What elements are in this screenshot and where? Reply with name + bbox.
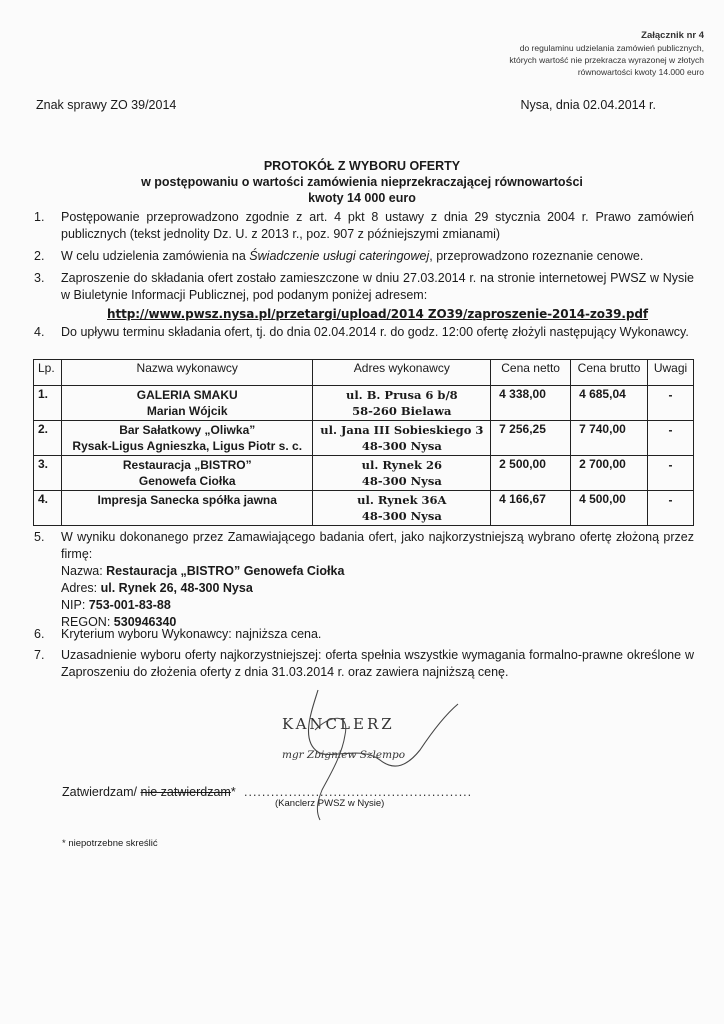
approval-line [62, 785, 236, 799]
winner-regon: 530946340 [113, 615, 177, 629]
signature-line: ................................................... [244, 785, 473, 799]
address-line: ul. Rynek 36A [357, 493, 447, 507]
item-text: Kryterium wyboru Wykonawcy: najniższa cena. [61, 627, 322, 641]
cell-name [61, 386, 312, 421]
cell-notes: - [647, 386, 693, 421]
service-name: Świadczenie usługi cateringowej [249, 249, 430, 263]
item-text: Do upływu terminu składania ofert, tj. do dnia 02.04.2014 r. do godz. 12:00 ofertę złożyli następujący Wykonawcy. [61, 325, 689, 339]
cell-gross: 2 700,00 [571, 456, 648, 491]
footnote: * niepotrzebne skreślić [62, 838, 158, 849]
case-reference: Znak sprawy ZO 39/2014 [36, 98, 177, 112]
item-number: 4. [34, 325, 45, 339]
winner-nip-label: NIP: [61, 598, 89, 612]
place-date: Nysa, dnia 02.04.2014 r. [520, 98, 656, 112]
address-line: 48-300 Nysa [361, 509, 442, 523]
cell-lp: 2. [34, 421, 62, 456]
list-item [34, 248, 694, 265]
item-text-part: , przeprowadzono rozeznanie cenowe. [429, 249, 644, 263]
cell-gross: 4 685,04 [571, 386, 648, 421]
winner-name: Restauracja „BISTRO” Genowefa Ciołka [106, 564, 345, 578]
invitation-link[interactable]: http://www.pwsz.nysa.pl/przetargi/upload/2014 ZO39/zaproszenie-2014-zo39.pdf [107, 307, 648, 321]
list-item [34, 626, 694, 643]
struck-option: nie zatwierdzam [140, 785, 231, 799]
attachment-line: równowartości kwoty 14.000 euro [577, 67, 704, 77]
table-row [34, 421, 694, 456]
cell-name [61, 421, 312, 456]
cell-name [61, 456, 312, 491]
winner-name-row [61, 563, 694, 580]
cell-gross: 4 500,00 [571, 491, 648, 526]
table-row [34, 491, 694, 526]
winner-details [61, 563, 694, 631]
cell-address [313, 386, 491, 421]
address-line: 48-300 Nysa [361, 439, 442, 453]
item-number: 3. [34, 271, 45, 285]
address-line: ul. B. Prusa 6 b/8 [345, 388, 458, 402]
header-address: Adres wykonawcy [313, 360, 491, 386]
stamp-title: KANCLERZ [282, 715, 395, 733]
winner-name-label: Nazwa: [61, 564, 107, 578]
title-line: PROTOKÓŁ Z WYBORU OFERTY [263, 159, 461, 173]
winner-address: ul. Rynek 26, 48-300 Nysa [100, 581, 253, 595]
winner-address-label: Adres: [61, 581, 101, 595]
winner-address-row [61, 580, 694, 597]
list-item [34, 529, 694, 631]
header-lp: Lp. [34, 360, 62, 386]
item-text-part: W celu udzielenia zamówienia na [61, 249, 250, 263]
name-line: Genowefa Ciołka [138, 474, 236, 488]
stamp-name: mgr Zbigniew Szlempo [282, 749, 406, 761]
cell-notes: - [647, 456, 693, 491]
item-text: Postępowanie przeprowadzono zgodnie z art. 4 pkt 8 ustawy z dnia 29 stycznia 2004 r. Prawo zamówień publicznych (tekst jednolity Dz. U. z 2013 r., poz. 907 z późniejszymi zmianami) [61, 210, 694, 241]
offers-table [33, 359, 694, 526]
list-item [34, 209, 694, 243]
item-number: 6. [34, 627, 45, 641]
item-number: 2. [34, 249, 45, 263]
cell-lp: 4. [34, 491, 62, 526]
item-number: 7. [34, 648, 45, 662]
item-text [61, 248, 694, 265]
name-line: GALERIA SMAKU [136, 388, 238, 402]
name-line: Rysak-Ligus Agnieszka, Ligus Piotr s. c. [72, 439, 303, 453]
cell-address [313, 421, 491, 456]
signature-caption: (Kanclerz PWSZ w Nysie) [275, 798, 385, 809]
cell-name [61, 491, 312, 526]
item-number: 5. [34, 530, 45, 544]
header-notes: Uwagi [647, 360, 693, 386]
list-item [34, 270, 694, 323]
cell-address [313, 456, 491, 491]
cell-address [313, 491, 491, 526]
winner-nip-row [61, 597, 694, 614]
table-row [34, 456, 694, 491]
attachment-header [509, 30, 704, 78]
approve-label: Zatwierdzam/ [62, 785, 138, 799]
name-line: Marian Wójcik [146, 404, 228, 418]
cell-notes: - [647, 421, 693, 456]
cell-lp: 3. [34, 456, 62, 491]
address-line: 58-260 Bielawa [352, 404, 452, 418]
cell-net: 7 256,25 [491, 421, 571, 456]
address-line: ul. Jana III Sobieskiego 3 [320, 423, 484, 437]
cell-net: 4 338,00 [491, 386, 571, 421]
item-text: W wyniku dokonanego przez Zamawiającego badania ofert, jako najkorzystniejszą wybrano ofertę złożoną przez firmę: [61, 530, 694, 561]
cell-notes: - [647, 491, 693, 526]
header-name: Nazwa wykonawcy [61, 360, 312, 386]
winner-nip: 753-001-83-88 [88, 598, 171, 612]
item-text: Uzasadnienie wyboru oferty najkorzystniejszej: oferta spełnia wszystkie wymagania formalno-prawne określone w Zaproszeniu do złożenia oferty z dnia 31.03.2014 r. oraz zawiera najniższą cenę. [61, 648, 694, 679]
header-net: Cena netto [491, 360, 571, 386]
item-number: 1. [34, 210, 45, 224]
cell-net: 2 500,00 [491, 456, 571, 491]
name-line: Restauracja „BISTRO” [122, 458, 252, 472]
address-line: ul. Rynek 26 [361, 458, 443, 472]
list-item [34, 324, 694, 341]
name-line: Impresja Sanecka spółka jawna [97, 493, 277, 507]
title-line: kwoty 14 000 euro [308, 191, 416, 205]
winner-regon-label: REGON: [61, 615, 114, 629]
document-title [0, 158, 724, 206]
footnote-marker: * [230, 785, 236, 799]
table-row [34, 386, 694, 421]
cell-lp: 1. [34, 386, 62, 421]
cell-gross: 7 740,00 [571, 421, 648, 456]
attachment-line: do regulaminu udzielania zamówień publicznych, [519, 43, 704, 53]
cell-net: 4 166,67 [491, 491, 571, 526]
attachment-title: Załącznik nr 4 [641, 30, 704, 41]
item-text: Zaproszenie do składania ofert zostało zamieszczone w dniu 27.03.2014 r. na stronie internetowej PWSZ w Nysie w Biuletynie Informacji Publicznej, pod podanym poniżej adresem: [61, 271, 694, 302]
name-line: Bar Sałatkowy „Oliwka” [119, 423, 256, 437]
header-gross: Cena brutto [571, 360, 648, 386]
attachment-line: których wartość nie przekracza wyrazonej w złotych [509, 55, 704, 65]
list-item [34, 647, 694, 681]
title-line: w postępowaniu o wartości zamówienia nieprzekraczającej równowartości [141, 175, 583, 189]
address-line: 48-300 Nysa [361, 474, 442, 488]
table-header-row [34, 360, 694, 386]
